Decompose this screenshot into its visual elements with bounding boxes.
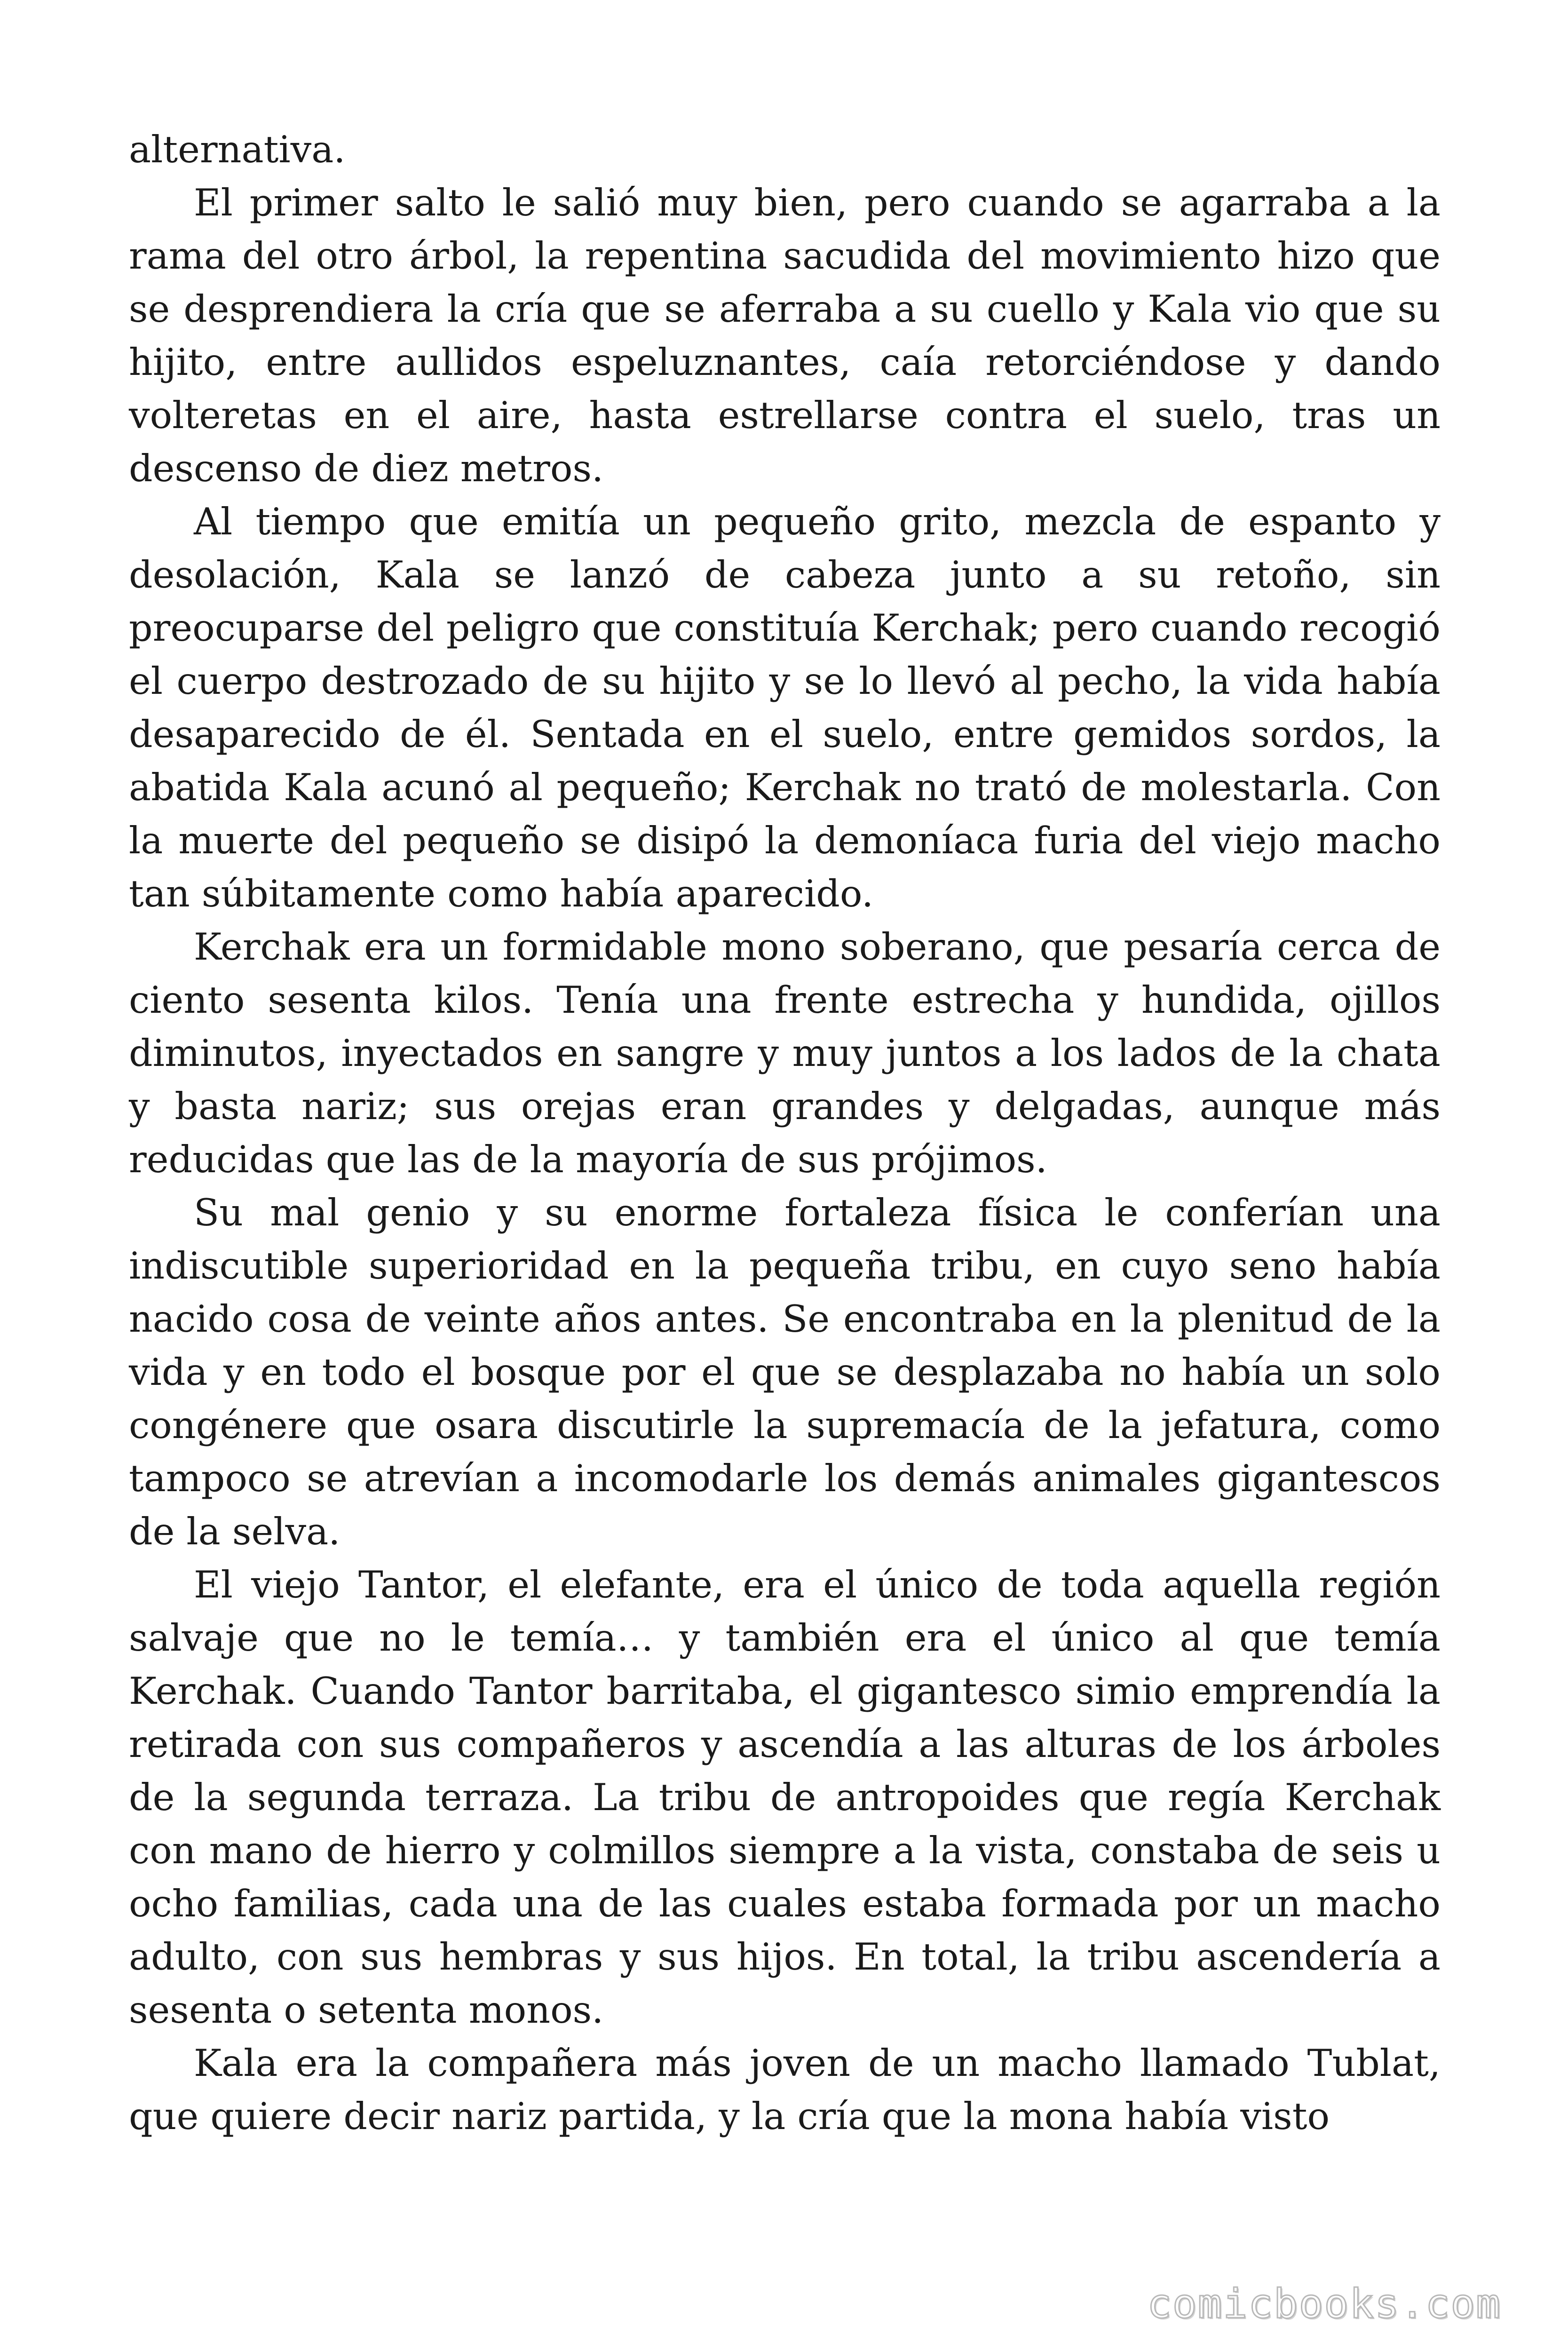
paragraph-first-jump: El primer salto le salió muy bien, pero cuando se agarraba a la rama del otro árbol, la repentina sacudida del movimiento hizo que se desprendiera la cría que se aferraba a su cuello y Kala vio que su hijito, entre aullidos espeluznantes, caía retorciéndose y dando volteretas en el aire, hasta estrellarse contra el suelo, tras un descenso de diez metros. — [129, 181, 1441, 490]
paragraph-continuation: alternativa. — [129, 128, 346, 171]
paragraph-kerchak-description: Kerchak era un formidable mono soberano, que pesaría cerca de ciento sesenta kilos. Tenía una frente estrecha y hundida, ojillos diminutos, inyectados en sangre y muy juntos a los lados de la chata y basta nariz; sus orejas eran grandes y delgadas, aunque más reducidas que las de la mayoría de sus prójimos. — [129, 925, 1441, 1181]
paragraph-tantor-tribe: El viejo Tantor, el elefante, era el único de toda aquella región salvaje que no le temía… y también era el único al que temía Kerchak. Cuando Tantor barritaba, el gigantesco simio emprendía la retirada con sus compañeros y ascendía a las alturas de los árboles de la segunda terraza. La tribu de antropoides que regía Kerchak con mano de hierro y colmillos siempre a la vista, constaba de seis u ocho familias, cada una de las cuales estaba formada por un macho adulto, con sus hembras y sus hijos. En total, la tribu ascendería a sesenta o setenta monos. — [129, 1563, 1441, 2032]
page-text — [129, 123, 1441, 2143]
paragraph-kala-tublat: Kala era la compañera más joven de un macho llamado Tublat, que quiere decir nariz partida, y la cría que la mona había visto — [129, 2042, 1441, 2138]
paragraph-kala-grief: Al tiempo que emitía un pequeño grito, mezcla de espanto y desolación, Kala se lanzó de cabeza junto a su retoño, sin preocuparse del peligro que constituía Kerchak; pero cuando recogió el cuerpo destrozado de su hijito y se lo llevó al pecho, la vida había desaparecido de él. Sentada en el suelo, entre gemidos sordos, la abatida Kala acunó al pequeño; Kerchak no trató de molestarla. Con la muerte del pequeño se disipó la demoníaca furia del viejo macho tan súbitamente como había aparecido. — [129, 500, 1441, 915]
paragraph-kerchak-temper: Su mal genio y su enorme fortaleza física le conferían una indiscutible superioridad en la pequeña tribu, en cuyo seno había nacido cosa de veinte años antes. Se encontraba en la plenitud de la vida y en todo el bosque por el que se desplazaba no había un solo congénere que osara discutirle la supremacía de la jefatura, como tampoco se atrevían a incomodarle los demás animales gigantescos de la selva. — [129, 1191, 1441, 1553]
watermark-logo: comicbooks.com — [1147, 2280, 1501, 2328]
